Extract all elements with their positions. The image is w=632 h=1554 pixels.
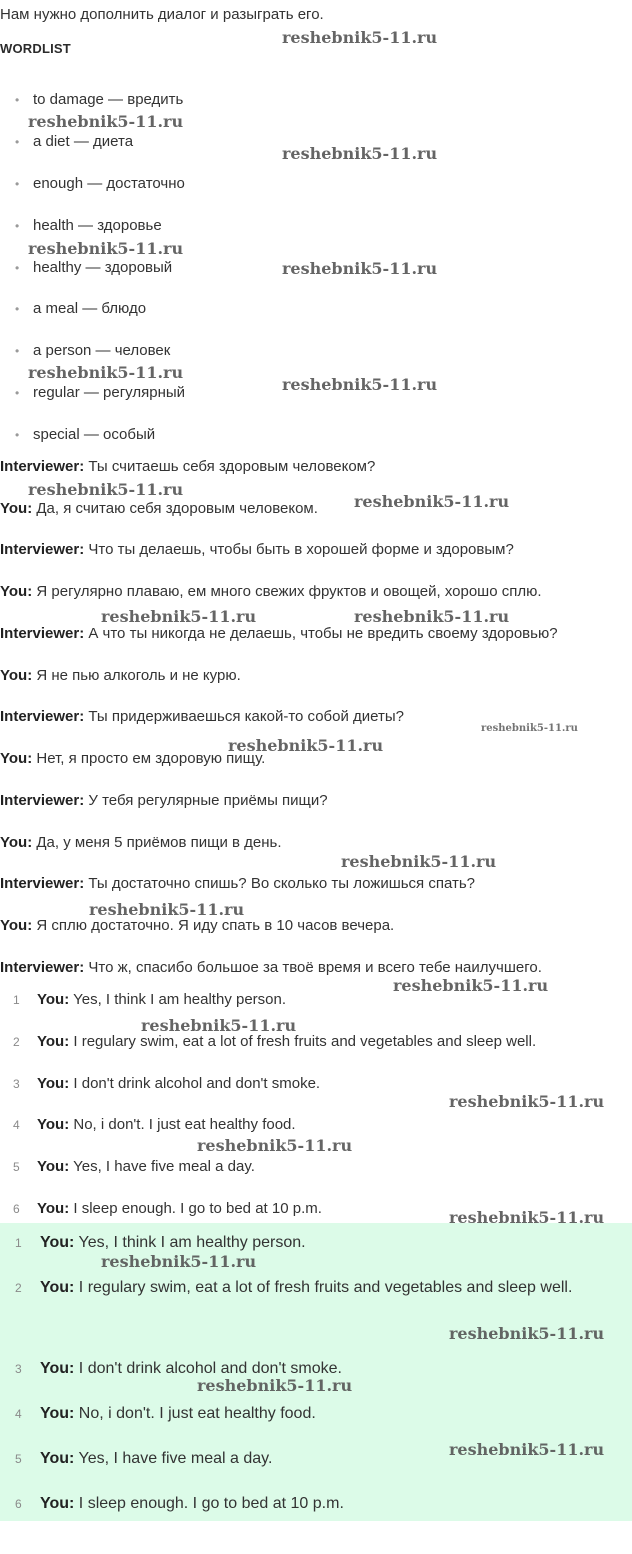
watermark: reshebnik5-11.ru [28, 239, 184, 258]
answer-number: 1 [13, 993, 20, 1007]
dialog-line: Interviewer: Ты считаешь себя здоровым человеком? [0, 458, 376, 475]
dialog-line: Interviewer: Что ж, спасибо большое за твоё время и всего тебе наилучшего. [0, 959, 542, 976]
answer-number: 2 [15, 1281, 22, 1295]
answer-number: 3 [15, 1362, 22, 1376]
watermark: reshebnik5-11.ru [28, 112, 184, 131]
dialog-line: You: Я сплю достаточно. Я иду спать в 10 часов вечера. [0, 917, 395, 934]
dialog-line: You: Я не пью алкоголь и не курю. [0, 667, 241, 684]
watermark: reshebnik5-11.ru [393, 976, 549, 995]
watermark: reshebnik5-11.ru [197, 1376, 353, 1395]
answer-number: 1 [15, 1236, 22, 1250]
dialog-line: Interviewer: Ты придерживаешься какой-то собой диеты? [0, 708, 404, 725]
answer-number: 6 [15, 1497, 22, 1511]
watermark: reshebnik5-11.ru [282, 28, 438, 47]
watermark: reshebnik5-11.ru [101, 607, 257, 626]
watermark: reshebnik5-11.ru [28, 363, 184, 382]
answer-number: 3 [13, 1077, 20, 1091]
watermark: reshebnik5-11.ru [354, 492, 510, 511]
watermark: reshebnik5-11.ru [101, 1252, 257, 1271]
answer-number: 4 [13, 1118, 20, 1132]
dialog-line: You: Я регулярно плаваю, ем много свежих фруктов и овощей, хорошо сплю. [0, 583, 542, 600]
highlighted-answer-list: 1 You: Yes, I think I am healthy person. 2 You: I regulary swim, eat a lot of fresh fruits and vegetables and sleep well. 3 You: I don't drink alcohol and don't smoke. 4 You: No, i don't. I just eat healthy food. 5 You: Yes, I have five meal a day. 6 You: I sleep enough. I go to bed at 10 p.m. [0, 1223, 632, 1521]
wordlist-heading: WORDLIST [0, 41, 71, 56]
watermark: reshebnik5-11.ru [282, 259, 438, 278]
answer-item: 4 You: No, i don't. I just eat healthy food. [0, 1114, 632, 1136]
intro-text: Нам нужно дополнить диалог и разыграть его. [0, 6, 324, 23]
watermark: reshebnik5-11.ru [354, 607, 510, 626]
watermark: reshebnik5-11.ru [141, 1016, 297, 1035]
watermark: reshebnik5-11.ru [449, 1440, 605, 1459]
watermark: reshebnik5-11.ru [481, 723, 578, 734]
watermark: reshebnik5-11.ru [89, 900, 245, 919]
answer-item: 2 You: I regulary swim, eat a lot of fresh fruits and vegetables and sleep well. [0, 1031, 632, 1053]
answer-item: 5 You: Yes, I have five meal a day. [0, 1156, 632, 1178]
answer-item: 6 You: I sleep enough. I go to bed at 10 p.m. [0, 1198, 632, 1220]
dialog-line: You: Да, я считаю себя здоровым человеком. [0, 500, 318, 517]
answer-number: 5 [13, 1160, 20, 1174]
watermark: reshebnik5-11.ru [449, 1092, 605, 1111]
answer-number: 5 [15, 1452, 22, 1466]
answer-number: 2 [13, 1035, 20, 1049]
dialog-line: You: Да, у меня 5 приёмов пищи в день. [0, 834, 282, 851]
answer-item: 1 You: Yes, I think I am healthy person. [0, 989, 632, 1011]
dialog-line: Interviewer: Что ты делаешь, чтобы быть в хорошей форме и здоровым? [0, 541, 514, 558]
watermark: reshebnik5-11.ru [449, 1324, 605, 1343]
watermark: reshebnik5-11.ru [449, 1208, 605, 1227]
watermark: reshebnik5-11.ru [197, 1136, 353, 1155]
dialog-line: Interviewer: У тебя регулярные приёмы пищи? [0, 792, 328, 809]
answer-number: 4 [15, 1407, 22, 1421]
watermark: reshebnik5-11.ru [341, 852, 497, 871]
watermark: reshebnik5-11.ru [28, 480, 184, 499]
dialog-line: You: Нет, я просто ем здоровую пищу. [0, 750, 266, 767]
dialog-line: Interviewer: Ты достаточно спишь? Во сколько ты ложишься спать? [0, 875, 476, 892]
dialog-line: Interviewer: А что ты никогда не делаешь, чтобы не вредить своему здоровью? [0, 625, 558, 642]
watermark: reshebnik5-11.ru [282, 375, 438, 394]
answer-number: 6 [13, 1202, 20, 1216]
answer-item: 3 You: I don't drink alcohol and don't smoke. [0, 1073, 632, 1095]
watermark: reshebnik5-11.ru [228, 736, 384, 755]
watermark: reshebnik5-11.ru [282, 144, 438, 163]
